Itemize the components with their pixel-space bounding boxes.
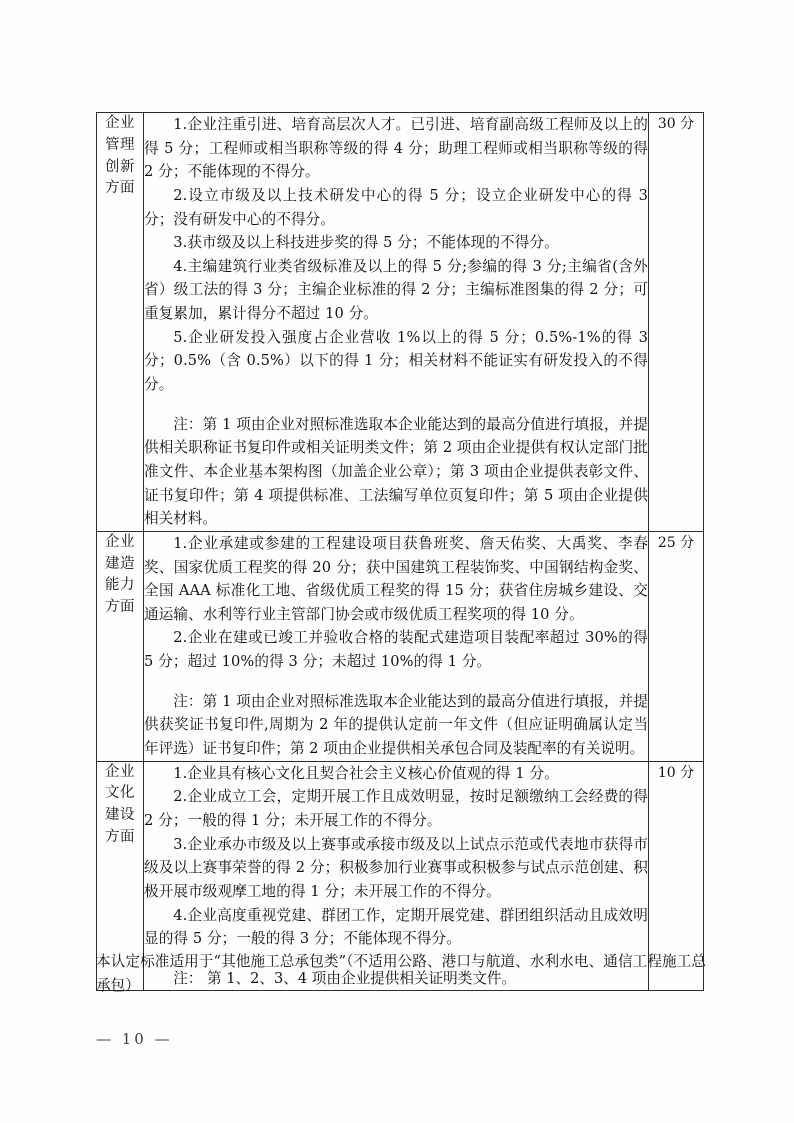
category-line: 企业 — [105, 533, 135, 550]
criteria-item: 1.企业承建或参建的工程建设项目获鲁班奖、詹天佑奖、大禹奖、李春奖、国家优质工程奖的得 20 分；获中国建筑工程装饰奖、中国钢结构金奖、全国 AAA 标准化工地、省级优质工程奖的得 15 分；获省住房城乡建设、交通运输、水利等行业主管部门协会或市级优质工程奖项的得 10 分。 — [144, 534, 648, 623]
criteria-item: 1.企业注重引进、培育高层次人才。已引进、培育副高级工程师及以上的得 5 分；工程师或相当职称等级的得 4 分；助理工程师或相当职称等级的得 2 分；不能体现的不得分。 — [144, 116, 648, 181]
criteria-note: 注：第 1 项由企业对照标准选取本企业能达到的最高分值进行填报，并提供相关职称证书复印件或相关证明类文件；第 2 项由企业提供有权认定部门批准文件、本企业基本架构图（加盖企业公章）；第 3 项由企业提供表彰文件、证书复印件；第 4 项提供标准、工法编写单位页复印件；第 5 项由企业提供相关材料。 — [144, 415, 648, 528]
criteria-item: 2.企业成立工会，定期开展工作且成效明显，按时足额缴纳工会经费的得 2 分；一般的得 1 分；未开展工作的不得分。 — [144, 788, 648, 829]
category-line: 建造 — [105, 555, 135, 572]
category-line: 建设 — [105, 807, 135, 824]
scoring-criteria-table — [96, 112, 704, 991]
category-line: 企业 — [105, 763, 135, 780]
criteria-item: 1.企业具有核心文化且契合社会主义核心价值观的得 1 分。 — [173, 764, 559, 782]
criteria-item: 3.获市级及以上科技进步奖的得 5 分；不能体现的不得分。 — [173, 234, 559, 252]
scoring-criteria-table-wrapper — [96, 112, 700, 991]
table-row — [97, 113, 704, 532]
category-line: 能力 — [105, 577, 135, 594]
criteria-item: 4.企业高度重视党建、群团工作，定期开展党建、群团组织活动且成效明显的得 5 分；一般的得 3 分；不能体现不得分。 — [144, 906, 648, 948]
points-cell-construction-capability: 25 分 — [649, 531, 704, 761]
criteria-body-management-innovation — [144, 113, 649, 532]
category-line: 企业 — [105, 115, 135, 131]
points-cell-management-innovation: 30 分 — [649, 113, 704, 532]
points-cell-corporate-culture: 10 分 — [649, 761, 704, 991]
category-line: 方面 — [105, 828, 135, 845]
category-line: 方面 — [105, 599, 135, 616]
page-number: — 10 — — [96, 1030, 173, 1048]
spacer — [144, 397, 648, 413]
criteria-note: 注： 第 1、2、3、4 项由企业提供相关证明类文件。 — [173, 969, 517, 987]
criteria-body-construction-capability — [144, 531, 649, 761]
applicability-note: 本认定标准适用于“其他施工总承包类”（不适用公路、港口与航道、水利水电、通信工程施工总承包） — [96, 953, 706, 994]
category-line: 创新 — [105, 158, 135, 175]
category-cell-management-innovation — [97, 113, 144, 532]
criteria-item: 3.企业承办市级及以上赛事或承接市级及以上试点示范或代表地市获得市级及以上赛事荣誉的得 2 分；积极参加行业赛事或积极参与试点示范创建、积极开展市级观摩工地的得 1 分；未开展工作的不得分。 — [144, 835, 648, 900]
criteria-note: 注：第 1 项由企业对照标准选取本企业能达到的最高分值进行填报，并提供获奖证书复印件,周期为 2 年的提供认定前一年文件（但应证明确属认定当年评选）证书复印件；第 2 项由企业提供相关承包合同及装配率的有关说明。 — [144, 692, 648, 758]
table-row — [97, 531, 704, 761]
category-line: 管理 — [105, 136, 135, 153]
criteria-item: 2.企业在建或已竣工并验收合格的装配式建造项目装配率超过 30%的得 5 分；超过 10%的得 3 分；未超过 10%的得 1 分。 — [144, 629, 648, 671]
category-cell-construction-capability — [97, 531, 144, 761]
criteria-item: 2.设立市级及以上技术研发中心的得 5 分；设立企业研发中心的得 3 分；没有研发中心的不得分。 — [144, 186, 648, 228]
spacer — [144, 674, 648, 690]
criteria-item: 4.主编建筑行业类省级标准及以上的得 5 分;参编的得 3 分;主编省(含外省）级工法的得 3 分；主编企业标准的得 2 分；主编标准图集的得 2 分；可重复累加，累计得分不超过 10 分。 — [144, 257, 648, 323]
category-line: 文化 — [105, 785, 135, 802]
criteria-item: 5.企业研发投入强度占企业营收 1%以上的得 5 分；0.5%-1%的得 3 分；0.5%（含 0.5%）以下的得 1 分；相关材料不能证实有研发投入的不得分。 — [144, 328, 648, 394]
category-line: 方面 — [105, 180, 135, 197]
